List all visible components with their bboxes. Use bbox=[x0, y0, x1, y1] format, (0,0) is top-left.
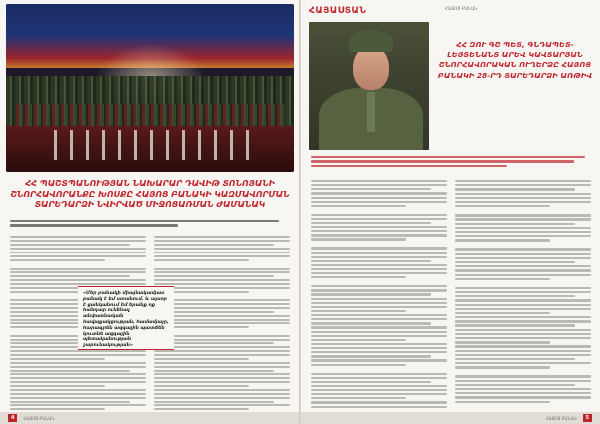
officer-portrait bbox=[309, 22, 429, 150]
top-meta: ՀԱՅՈՑ ԲԱՆԱԿ bbox=[445, 6, 478, 11]
concert-photo bbox=[6, 4, 294, 172]
page-number-right: 5 bbox=[583, 414, 592, 422]
right-title: ՀՀ ԶՈՒ ԳՇ ՊԵՏ, ԳՆԴԱՊԵՏ-ԼԵՅՏԵՆԱՆՏ ԱՐԵՎ ԿԱՎՏԱՐՅԱՆ ՇՆՈՐՀԱՎՈՐԱԿԱՆ ՈՒՂԵՐՁԸ ՀԱՅՈՑ ԲԱՆԱԿԻ 28-ՐԴ ՏԱՐԵԴԱՐՁԻ ԱՌԹԻՎ bbox=[437, 40, 593, 80]
left-footer-text: ՀԱՅՈՑ ԲԱՆԱԿ bbox=[23, 415, 55, 421]
left-headline: ՀՀ ՊԱՇՏՊԱՆՈՒԹՅԱՆ ՆԱԽԱՐԱՐ ԴԱՎԻԹ ՏՈՆՈՅԱՆԻ ՇՆՈՐՀԱՎՈՐԱՆՔԸ ԽՈՍՔԸ ՀԱՅՈՑ ԲԱՆԱԿԻ ԿԱԶՄԱՎՈՐՄԱՆ ՏԱՐԵԴԱՐՁԻ ՆՎԻՐՎԱԾ ՄԻՋՈՑԱՌՄԱՆ ԺԱՄԱՆԱԿ bbox=[10, 178, 290, 209]
right-column-2 bbox=[455, 180, 591, 408]
left-footer bbox=[0, 412, 299, 424]
right-body-columns bbox=[311, 180, 591, 408]
pull-quote-text: «Մեր բանակի միայնակամյաս բանակ է եմ ստանում, և այսօր է ցանկանում եմ երանք ոք հանդար ունենալ անփառնական հավաքակցության, համամյայր, հարագրեն ազգային պատճեն կուտնե ազգային պետականության շարունակության» bbox=[83, 291, 169, 349]
right-column-1 bbox=[311, 180, 447, 408]
page-number-left: 4 bbox=[8, 414, 17, 422]
right-footer bbox=[301, 412, 600, 424]
pull-quote bbox=[78, 286, 174, 350]
left-column-2 bbox=[154, 236, 290, 410]
brand-logo: ՀԱՅԱՍՏԱՆ bbox=[309, 6, 367, 16]
right-lead-text bbox=[311, 156, 591, 167]
right-footer-text: ՀԱՅՈՑ ԲԱՆԱԿ bbox=[545, 415, 577, 421]
right-page bbox=[300, 0, 600, 424]
left-lead-text bbox=[10, 220, 290, 227]
